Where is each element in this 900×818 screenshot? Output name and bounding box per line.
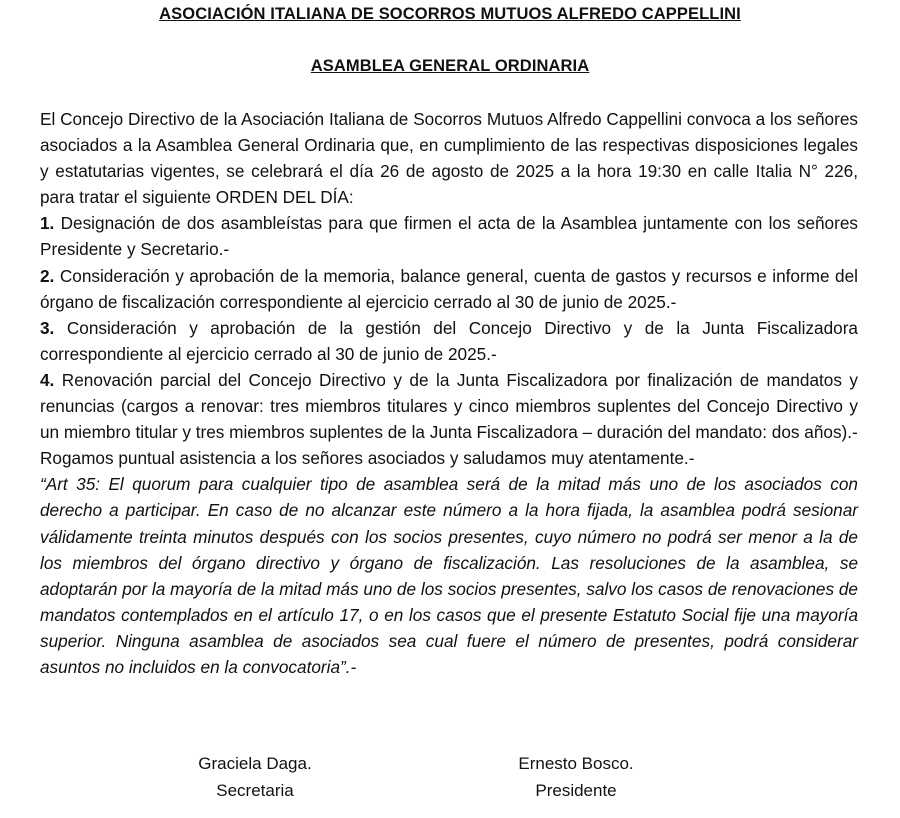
signature-secretary xyxy=(135,750,375,804)
closing-paragraph: Rogamos puntual asistencia a los señores asociados y saludamos muy atentamente.- xyxy=(40,448,695,469)
agenda-item-number: 1. xyxy=(40,213,55,234)
agenda-item-number: 4. xyxy=(40,369,55,390)
agenda-item-4 xyxy=(40,367,858,445)
agenda-item-2 xyxy=(40,263,858,315)
intro-paragraph: El Concejo Directivo de la Asociación Italiana de Socorros Mutuos Alfredo Cappellini convoca a los señores asociados a la Asamblea General Ordinaria que, en cumplimiento de las respectivas disposiciones legales y estatutarias vigentes, se celebrará el día 26 de agosto de 2025 a la hora 19:30 en calle Italia N° 226, para tratar el siguiente ORDEN DEL DÍA: xyxy=(40,109,858,208)
agenda-item-text: Renovación parcial del Concejo Directivo y de la Junta Fiscalizadora por finalización de mandatos y renuncias (cargos a renovar: tres miembros titulares y cinco miembros suplentes del Concejo Directivo y un miembro titular y tres miembros suplentes de la Junta Fiscalizadora – duración del mandato: dos años).- xyxy=(40,369,858,443)
agenda-item-3 xyxy=(40,315,858,367)
signature-role: Secretaria xyxy=(216,781,294,800)
article-quote: “Art 35: El quorum para cualquier tipo de asamblea será de la mitad más uno de los asociados con derecho a participar. En caso de no alcanzar este número a la hora fijada, la asamblea podrá sesionar válidamente treinta minutos después con los socios presentes, cuyo número no podrá ser menor a la de los miembros del órgano directivo y órgano de fiscalización. Las resoluciones de la asamblea, se adoptarán por la mayoría de la mitad más uno de los socios presentes, salvo los casos de renovaciones de mandatos contemplados en el artículo 17, o en los casos que el presente Estatuto Social fije una mayoría superior. Ninguna asamblea de asociados sea cual fuere el número de presentes, podrá considerar asuntos no incluidos en la convocatoria”.- xyxy=(40,474,858,677)
signature-role: Presidente xyxy=(535,781,617,800)
document-body xyxy=(40,106,858,680)
agenda-item-text: Consideración y aprobación de la memoria, balance general, cuenta de gastos y recursos e informe del órgano de fiscalización correspondiente al ejercicio cerrado al 30 de junio de 2025.- xyxy=(40,265,858,312)
signature-name: Graciela Daga. xyxy=(198,754,312,773)
agenda-item-text: Consideración y aprobación de la gestión del Concejo Directivo y de la Junta Fiscalizadora correspondiente al ejercicio cerrado al 30 de junio de 2025.- xyxy=(40,317,858,364)
assembly-title: ASAMBLEA GENERAL ORDINARIA xyxy=(310,57,590,75)
agenda-item-number: 3. xyxy=(40,317,55,338)
signature-president xyxy=(456,750,696,804)
agenda-item-number: 2. xyxy=(40,265,55,286)
organization-title: ASOCIACIÓN ITALIANA DE SOCORROS MUTUOS ALFREDO CAPPELLINI xyxy=(159,5,741,23)
agenda-item-text: Designación de dos asambleístas para que firmen el acta de la Asamblea juntamente con los señores Presidente y Secretario.- xyxy=(40,213,858,260)
agenda-item-1 xyxy=(40,210,858,262)
signature-name: Ernesto Bosco. xyxy=(518,754,634,773)
